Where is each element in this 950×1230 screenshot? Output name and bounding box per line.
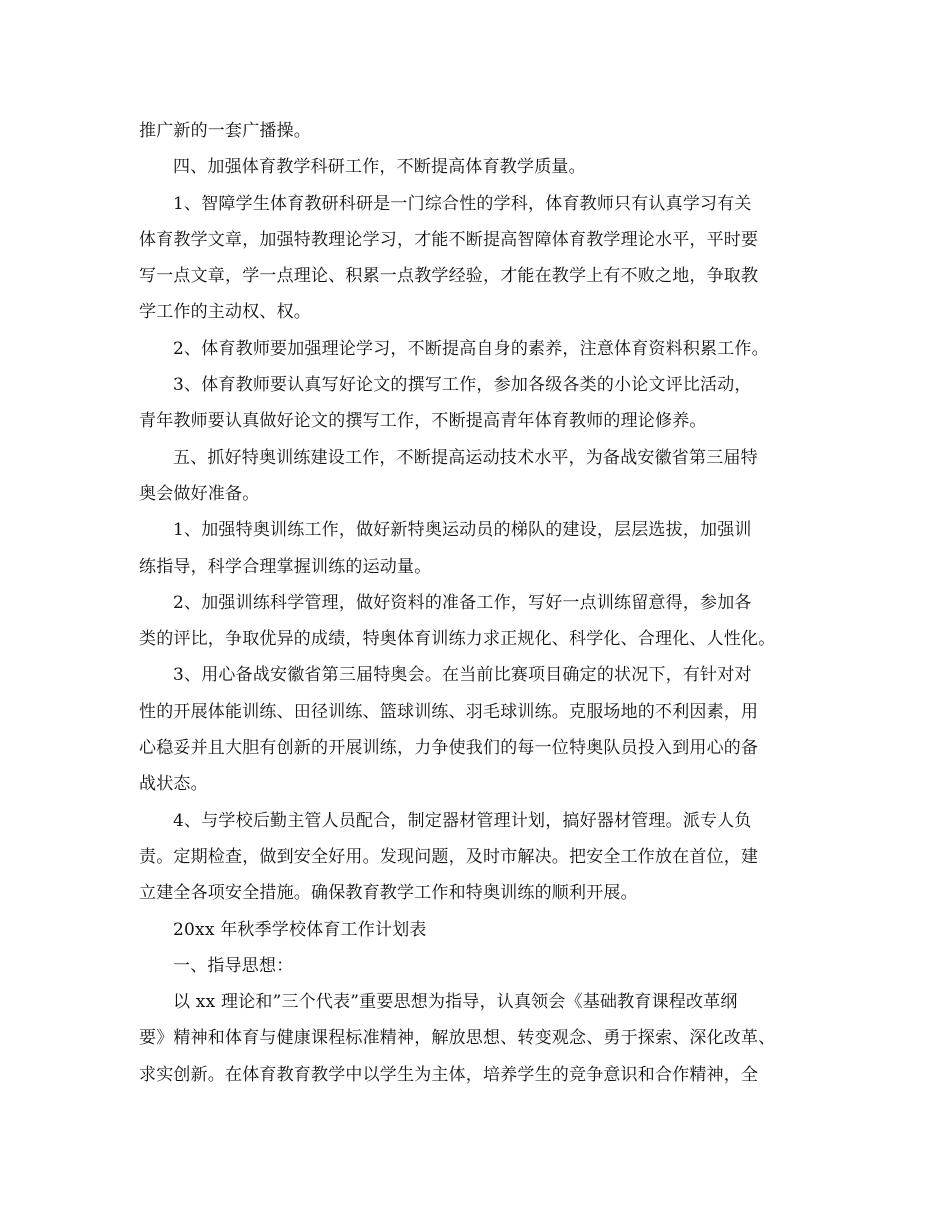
text-line: 心稳妥并且大胆有创新的开展训练，力争使我们的每一位特奥队员投入到用心的备: [139, 738, 759, 759]
text-line: 1、加强特奥训练工作，做好新特奥运动员的梯队的建设，层层选拔，加强训: [173, 520, 752, 541]
text-line: 3、用心备战安徽省第三届特奥会。在当前比赛项目确定的状况下，有针对对: [173, 665, 752, 686]
text-line: 责。定期检查，做到安全好用。发现问题，及时市解决。把安全工作放在首位，建: [139, 846, 759, 867]
text-line: 写一点文章，学一点理论、积累一点教学经验，才能在教学上有不败之地，争取教: [139, 266, 759, 287]
document-body: [139, 113, 829, 1093]
text-line: 2、体育教师要加强理论学习，不断提高自身的素养，注意体育资料积累工作。: [173, 338, 769, 359]
text-line: 求实创新。在体育教育教学中以学生为主体，培养学生的竞争意识和合作精神，全: [139, 1064, 759, 1085]
text-line: 五、抓好特奥训练建设工作，不断提高运动技术水平，为备战安徽省第三届特: [173, 447, 758, 468]
text-line: 4、与学校后勤主管人员配合，制定器材管理计划，搞好器材管理。派专人负: [173, 810, 752, 831]
text-line: 练指导，科学合理掌握训练的运动量。: [139, 556, 432, 577]
text-line: 2、加强训练科学管理，做好资料的准备工作，写好一点训练留意得，参加各: [173, 592, 752, 613]
text-line: 体育教学文章，加强特教理论学习，才能不断提高智障体育教学理论水平，平时要: [139, 229, 759, 250]
text-line: 要》精神和体育与健康课程标准精神，解放思想、转变观念、勇于探索、深化改革、: [139, 1028, 776, 1049]
text-line: 类的评比，争取优异的成绩，特奥体育训练力求正规化、科学化、合理化、人性化。: [139, 629, 776, 650]
text-line: 3、体育教师要认真写好论文的撰写工作，参加各级各类的小论文评比活动，: [173, 375, 752, 396]
text-line: 战状态。: [139, 774, 208, 795]
text-line: 20xx 年秋季学校体育工作计划表: [173, 919, 427, 940]
text-line: 推广新的一套广播操。: [139, 121, 311, 141]
text-line: 学工作的主动权、权。: [139, 302, 311, 323]
text-line: 1、智障学生体育教研科研是一门综合性的学科，体育教师只有认真学习有关: [173, 193, 752, 214]
text-line: 立建全各项安全措施。确保教育教学工作和特奥训练的顺利开展。: [139, 883, 638, 904]
text-line: 青年教师要认真做好论文的撰写工作，不断提高青年体育教师的理论修养。: [139, 411, 707, 432]
text-line: 四、加强体育教学科研工作，不断提高体育教学质量。: [173, 157, 586, 178]
text-line: 性的开展体能训练、田径训练、篮球训练、羽毛球训练。克服场地的不利因素，用: [139, 701, 759, 722]
text-line: 一、指导思想：: [173, 955, 294, 976]
text-line: 以 xx 理论和”三个代表”重要思想为指导，认真领会《基础教育课程改革纲: [173, 992, 738, 1013]
text-line: 奥会做好准备。: [139, 483, 260, 504]
